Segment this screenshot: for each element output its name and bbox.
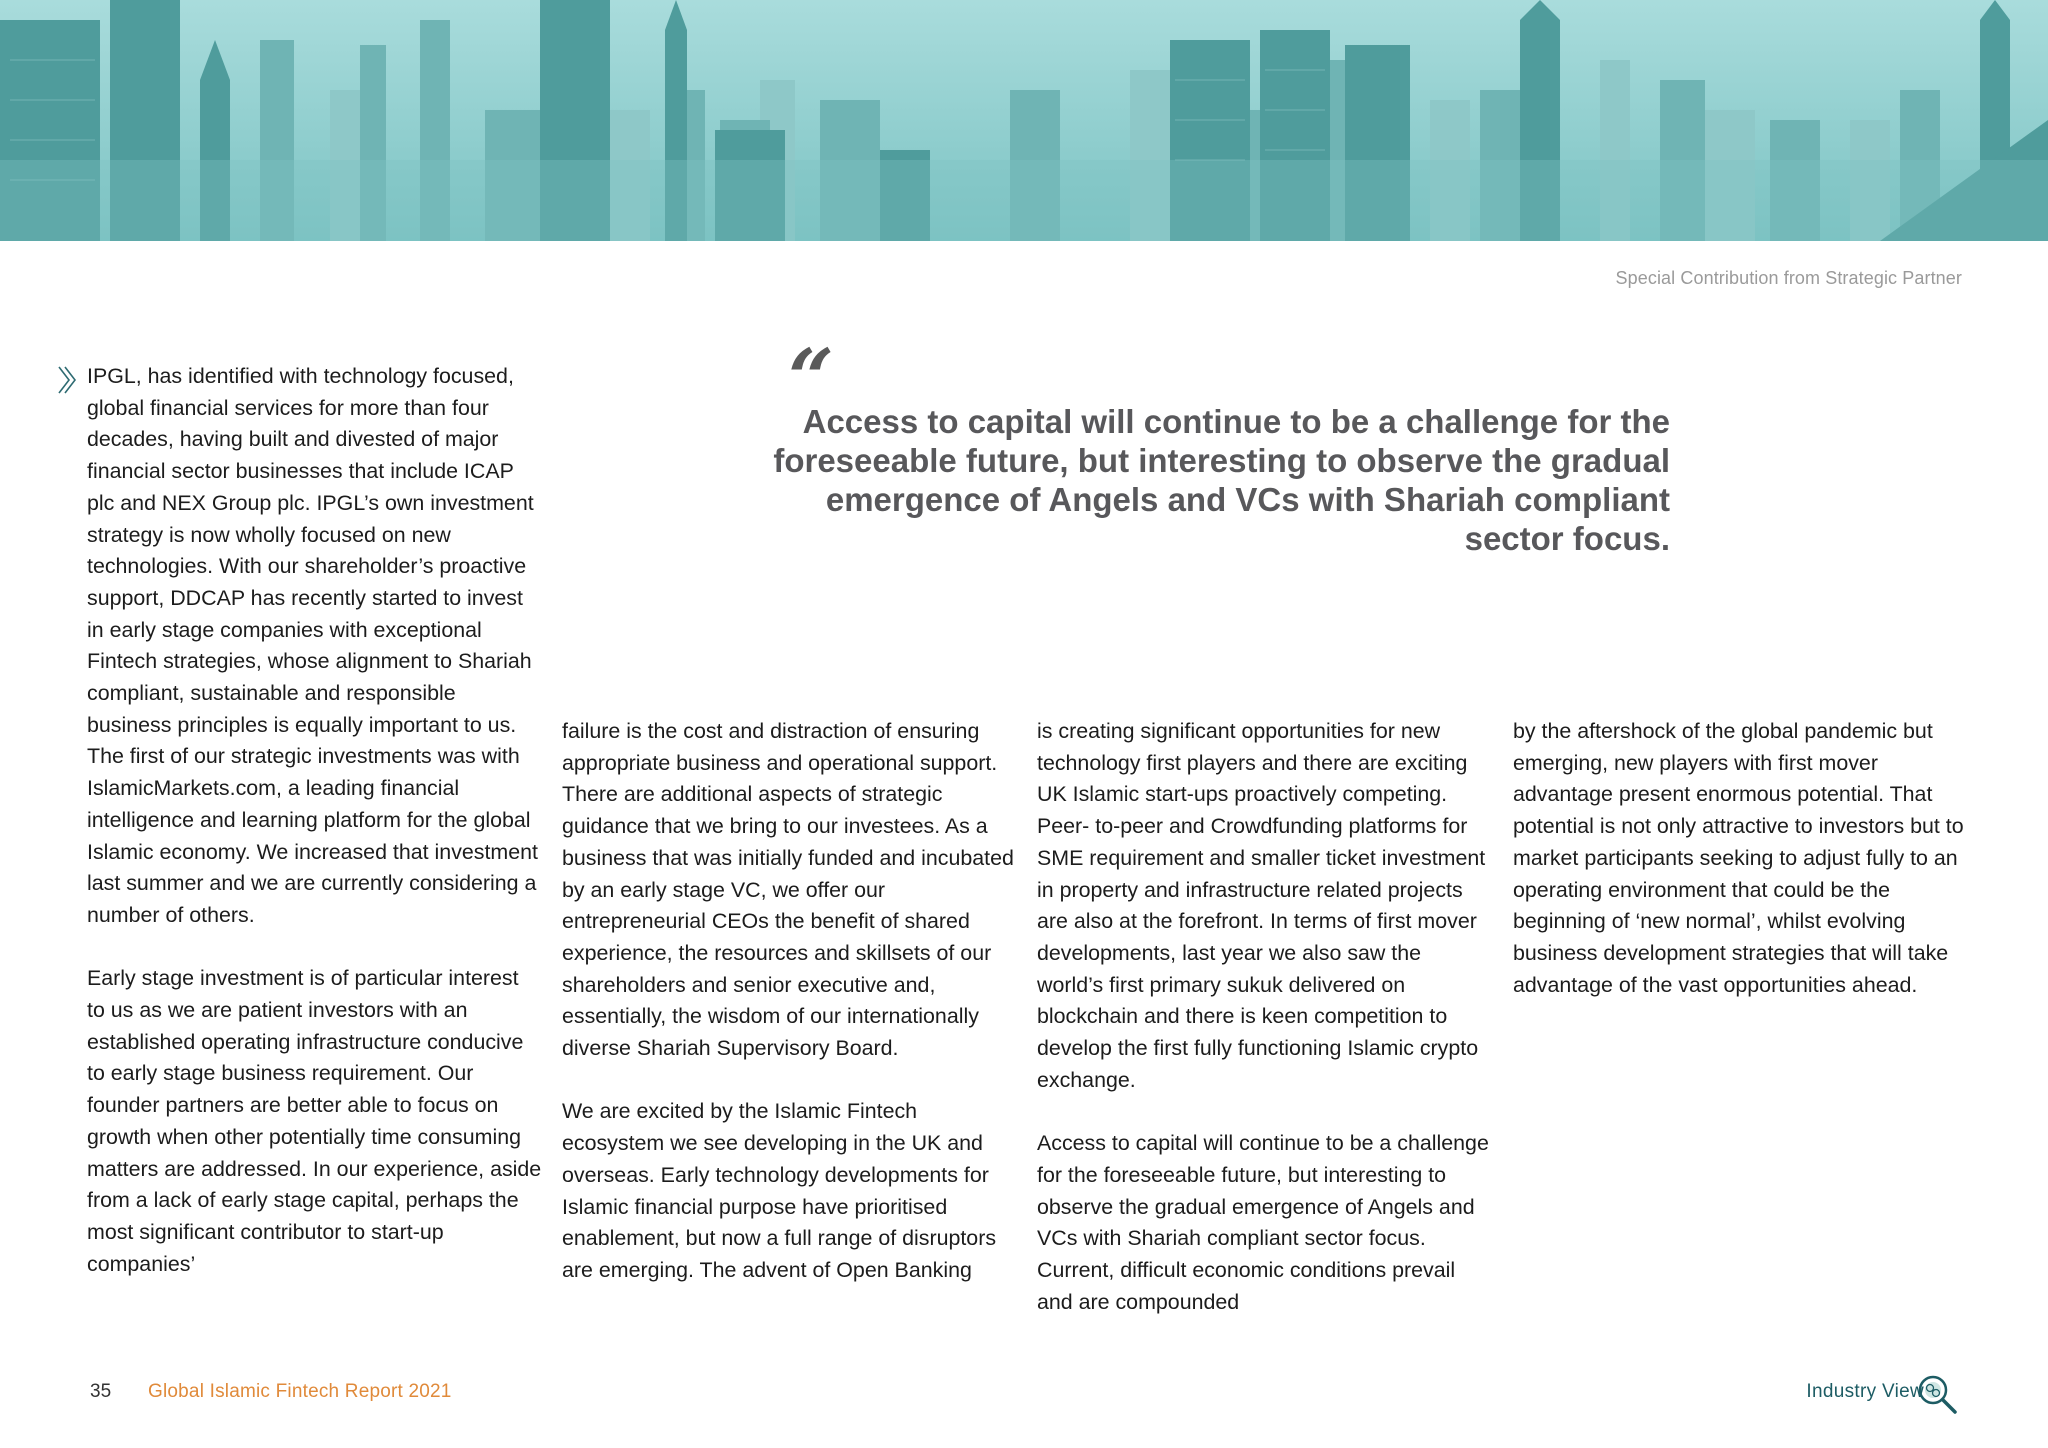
pull-quote: Access to capital will continue to be a challenge for the foreseeable future, but interesting to observe the gradual emergence of Angels and VCs with Shariah compliant sector focus.: [773, 403, 1670, 557]
chevron-right-icon: [56, 365, 78, 395]
skyline-illustration: [0, 0, 2048, 241]
paragraph: Access to capital will continue to be a challenge for the foreseeable future, but interesting to observe the gradual emergence of Angels and VCs with Shariah compliant sector focus. Current, difficult economic conditions prevail and are compounded: [1037, 1131, 1489, 1314]
body-column-2: [562, 716, 1017, 1287]
hero-skyline-banner: [0, 0, 2048, 241]
page-number: 35: [90, 1381, 112, 1402]
paragraph: IPGL, has identified with technology focused, global financial services for more than four decades, having built and divested of major financial sector businesses that include ICAP plc and NEX Group plc. IPGL’s own investment strategy is now wholly focused on new technologies. With our shareholder’s proactive support, DDCAP has recently started to invest in early stage companies with exceptional Fintech strategies, whose alignment to Shariah compliant, sustainable and responsible business principles is equally important to us. The first of our strategic investments was with IslamicMarkets.com, a leading financial intelligence and learning platform for the global Islamic economy. We increased that investment last summer and we are currently considering a number of others.: [87, 364, 538, 927]
body-column-3: [1037, 716, 1492, 1318]
quote-mark: “: [788, 331, 835, 425]
paragraph: by the aftershock of the global pandemic but emerging, new players with first mover advantage present enormous potential. That potential is not only attractive to investors but to market participants seeking to adjust fully to an operating environment that could be the beginning of ‘new normal’, whilst evolving business development strategies that will take advantage of the vast opportunities ahead.: [1513, 719, 1964, 997]
body-column-4: [1513, 716, 1968, 1001]
footer-section-label: Industry View: [1806, 1381, 1924, 1402]
paragraph: Early stage investment is of particular interest to us as we are patient investors with an established operating infrastructure conducive to early stage business requirement. Our founder partners are better able to focus on growth when other potentially time consuming matters are addressed. In our experience, aside from a lack of early stage capital, perhaps the most significant contributor to start-up companies’: [87, 966, 542, 1276]
paragraph: failure is the cost and distraction of ensuring appropriate business and operational support. There are additional aspects of strategic guidance that we bring to our investees. As a business that was initially funded and incubated by an early stage VC, we offer our entrepreneurial CEOs the benefit of shared experience, the resources and skillsets of our shareholders and senior executive and, essentially, the wisdom of our internationally diverse Shariah Supervisory Board.: [562, 719, 1014, 1061]
section-label: Special Contribution from Strategic Partner: [1615, 268, 1962, 288]
paragraph: is creating significant opportunities for new technology first players and there are exciting UK Islamic start-ups proactively competing. Peer- to-peer and Crowdfunding platforms for SME requirement and smaller ticket investment in property and infrastructure related projects are also at the forefront. In terms of first mover developments, last year we also saw the world’s first primary sukuk delivered on blockchain and there is keen competition to develop the first fully functioning Islamic crypto exchange.: [1037, 719, 1486, 1092]
magnifier-icon: [1916, 1373, 1958, 1415]
paragraph: We are excited by the Islamic Fintech ecosystem we see developing in the UK and overseas. Early technology developments for Islamic financial purpose have prioritised enablement, but now a full range of disruptors are emerging. The advent of Open Banking: [562, 1099, 997, 1282]
body-column-1: [87, 361, 542, 1280]
report-title: Global Islamic Fintech Report 2021: [148, 1381, 452, 1402]
